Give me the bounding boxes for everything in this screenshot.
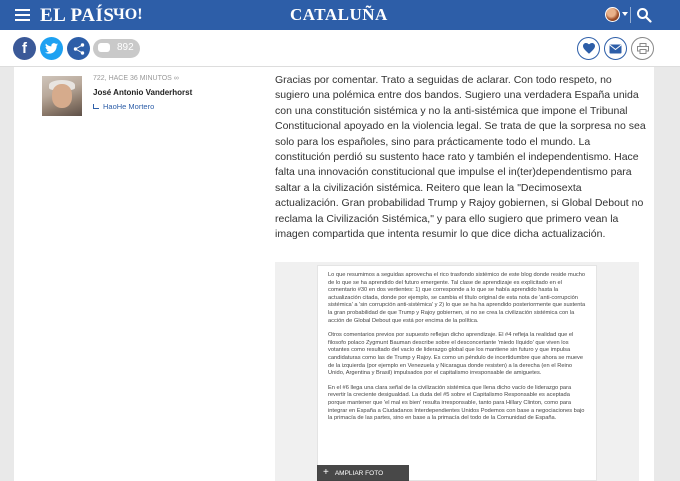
divider: [630, 7, 631, 23]
image-paragraph: Otros comentarios previos por supuesto reflejan dicho aprendizaje. El #4 refleja la realidad que el filosofo polaco Zygmunt Bauman describe sobre el desconcertante 'miedo líquido' que viven los votantes como resultado del vacío de liderazgo global que los mantiene sin futuro y que impulsa candidaturas como las de Trump y Rajoy. Es como un péndulo de incertidumbre que ahora se mueve de la izquierda (por ejemplo en Venezuela y Nicaragua donde resisten) a la derecha (en el Reino Unido, Argentina y Brasil) impulsados por el capitalismo irresponsable de amiguetes.: [328, 332, 584, 377]
chevron-down-icon[interactable]: [622, 12, 628, 16]
envelope-icon: [609, 44, 622, 54]
section-title[interactable]: CATALUÑA: [290, 5, 388, 24]
reply-to-name: HaoHe Mortero: [103, 102, 155, 111]
twitter-icon: [45, 43, 58, 54]
reply-arrow-icon: [93, 104, 99, 109]
twitter-share-button[interactable]: [40, 37, 63, 60]
comments-count: 892: [117, 42, 134, 53]
logo-mark[interactable]: ЧO!: [113, 6, 143, 23]
comments-count-button[interactable]: [93, 39, 140, 58]
reply-to-link[interactable]: [93, 102, 154, 111]
comment-body: Gracias por comentar. Trato a seguidas de aclarar. Con todo respeto, no sugiero una polémica entre dos bandos. Sugiero una verdadera España unida con una constitución sistémica y no la anti-sistémica que impone el Tribunal Constitucional apoyado en la violencia legal. Se trata de que la sorpresa no sea solo para los españoles, sino para prácticamente todo el mundo. La constitución perdió su sustento hace rato y también el independentismo. Hace falta una innovación constitucional que impulse el in(ter)dependentismo para saltar a la civilización sistémica. Reitero que lean la "Decimosexta actualización. Gran probabilidad Trump y Rajoy gobiernen, si Global Debout no reclama la Civilización Sistémica," y para ello sugiero que primero vean la imagen compartida que intenta resumir lo que dice dicha actualización.: [275, 74, 646, 241]
favorite-button[interactable]: [577, 37, 600, 60]
user-avatar[interactable]: [605, 7, 620, 22]
print-button[interactable]: [631, 37, 654, 60]
share-icon: [73, 43, 85, 55]
printer-icon: [637, 43, 649, 54]
top-navigation-bar: [0, 0, 680, 30]
email-share-button[interactable]: [604, 37, 627, 60]
facebook-share-button[interactable]: [13, 37, 36, 60]
facebook-icon: f: [22, 40, 27, 57]
document-image: [317, 265, 597, 481]
author-name[interactable]: José Antonio Vanderhorst: [93, 88, 193, 97]
heart-icon: [583, 43, 595, 54]
menu-icon[interactable]: [15, 9, 30, 21]
share-bar: [0, 30, 680, 67]
site-logo[interactable]: EL PAÍS: [40, 5, 115, 26]
enlarge-photo-button[interactable]: [317, 465, 409, 481]
comment-meta[interactable]: 722, HACE 36 MINUTOS ∞: [93, 75, 179, 82]
enlarge-photo-label: AMPLIAR FOTO: [334, 469, 384, 477]
speech-bubble-icon: [98, 43, 110, 52]
image-paragraph: En el #6 llega una clara señal de la civilización sistémica que llena dicho vacío de liderazgo para revertir la creciente desigualdad. La duda del #5 sobre el Capitalismo Responsable es aceptada porque mantener que 'el mal es bien' resulta irresponsable, tanto para Hillary Clinton, como para integrar en España a Ciudadanos Interdependientes Unidos Podemos con base a negociaciones bajo la primacía de las partes, sino en base a la primacía del todo de la Comunidad de España.: [328, 384, 585, 422]
search-icon[interactable]: [636, 7, 652, 23]
shared-image[interactable]: [275, 262, 639, 481]
author-avatar[interactable]: [42, 76, 82, 116]
share-button[interactable]: [67, 37, 90, 60]
image-paragraph: Lo que resumimos a seguidas aprovecha el rico trasfondo sistémico de este blog donde reside mucho de lo que se ha aprendido del futuro emergente. Tal clase de aprendizaje es explicitado en el comentario #30 en dos vertientes: 1) que corresponde a lo que se había aprendido hasta la actualización citada, donde por ejemplo, se cambia el título original de esta nota de 'anti-corrupción sistémica' a 'sin corrupción anti-sistémica' y 2) lo que se ha ha aprendido posteriormente que sustenta la gran probabilidad de que Trump y Rajoy gobiernen, si no se crea la civilización sistémica con la acción de Global Debout que está por encima de la política.: [328, 272, 586, 324]
comment-card: [14, 67, 654, 481]
plus-icon: +: [323, 467, 329, 478]
